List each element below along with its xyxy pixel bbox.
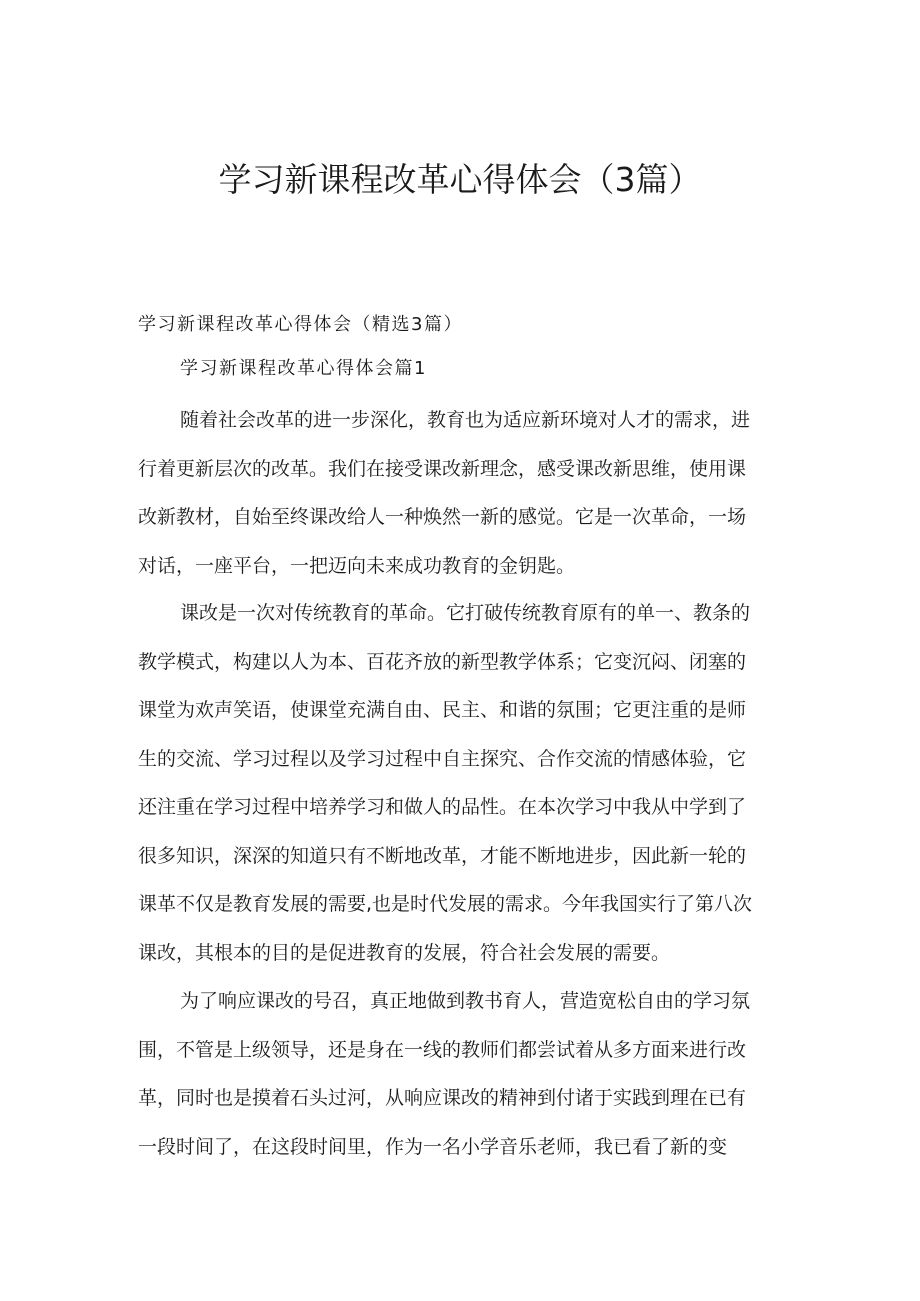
paragraph-line: 为了响应课改的号召，真正地做到教书育人，营造宽松自由的学习氛 bbox=[180, 990, 751, 1012]
paragraph-line: 课堂为欢声笑语，使课堂充满自由、民主、和谐的氛围；它更注重的是师 bbox=[138, 699, 747, 721]
document-subtitle: 学习新课程改革心得体会（精选3篇） bbox=[138, 314, 463, 335]
paragraph-1 bbox=[138, 408, 786, 602]
paragraph-line: 课改，其根本的目的是促进教育的发展，符合社会发展的需要。 bbox=[138, 941, 671, 964]
section-heading: 学习新课程改革心得体会篇1 bbox=[180, 358, 427, 379]
paragraph-line: 随着社会改革的进一步深化，教育也为适应新环境对人才的需求，进 bbox=[180, 409, 751, 431]
paragraph-line: 革，同时也是摸着石头过河，从响应课改的精神到付诸于实践到理在已有 bbox=[138, 1087, 747, 1109]
paragraph-line: 围，不管是上级领导，还是身在一线的教师们都尝试着从多方面来进行改 bbox=[138, 1038, 747, 1061]
paragraph-line: 课革不仅是教育发展的需要,也是时代发展的需求。今年我国实行了第八次 bbox=[138, 893, 753, 915]
paragraph-line: 很多知识，深深的知道只有不断地改革，才能不断地进步，因此新一轮的 bbox=[138, 844, 747, 867]
paragraph-line: 生的交流、学习过程以及学习过程中自主探究、合作交流的情感体验，它 bbox=[138, 747, 747, 770]
paragraph-line: 行着更新层次的改革。我们在接受课改新理念，感受课改新思维，使用课 bbox=[138, 457, 747, 480]
paragraph-line: 课改是一次对传统教育的革命。它打破传统教育原有的单一、教条的 bbox=[180, 602, 751, 624]
paragraph-2 bbox=[138, 601, 786, 989]
paragraph-line: 教学模式，构建以人为本、百花齐放的新型教学体系；它变沉闷、闭塞的 bbox=[138, 650, 747, 673]
paragraph-3 bbox=[138, 989, 786, 1183]
paragraph-line: 还注重在学习过程中培养学习和做人的品性。在本次学习中我从中学到了 bbox=[138, 796, 747, 818]
paragraph-line: 一段时间了，在这段时间里，作为一名小学音乐老师，我已看了新的变 bbox=[138, 1135, 728, 1158]
document-title: 学习新课程改革心得体会（3篇） bbox=[218, 160, 702, 199]
paragraph-line: 对话，一座平台，一把迈向未来成功教育的金钥匙。 bbox=[138, 554, 576, 577]
paragraph-line: 改新教材，自始至终课改给人一种焕然一新的感觉。它是一次革命，一场 bbox=[138, 506, 747, 528]
